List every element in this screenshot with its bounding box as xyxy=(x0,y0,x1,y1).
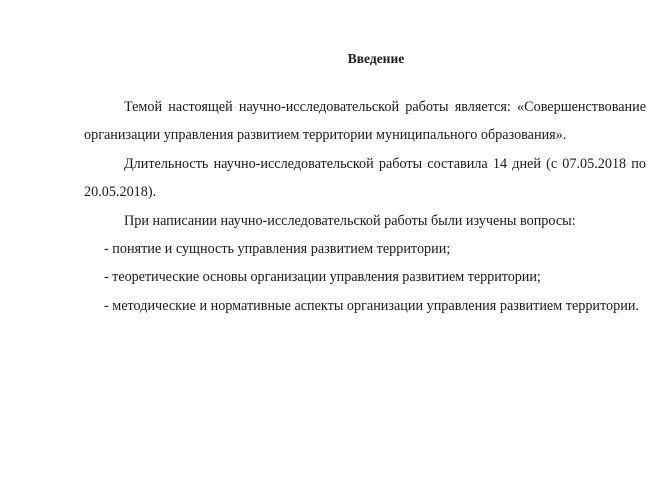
page-title: Введение xyxy=(347,51,405,66)
list-item: - методические и нормативные аспекты организации управления развитием территории. xyxy=(104,297,639,314)
list-item: - понятие и сущность управления развитием территории; xyxy=(104,241,451,258)
list-item: - теоретические основы организации управления развитием территории; xyxy=(104,269,541,286)
paragraph-duration: Длительность научно-исследовательской работы составила 14 дней (с 07.05.2018 по 20.05.2018). xyxy=(84,155,646,201)
document-body xyxy=(84,93,646,320)
paragraph-questions: При написании научно-исследовательской работы были изучены вопросы: xyxy=(124,212,576,229)
paragraph-topic: Темой настоящей научно-исследовательской работы является: «Совершенствование организации управления развитием территории муниципального образования». xyxy=(84,99,646,144)
